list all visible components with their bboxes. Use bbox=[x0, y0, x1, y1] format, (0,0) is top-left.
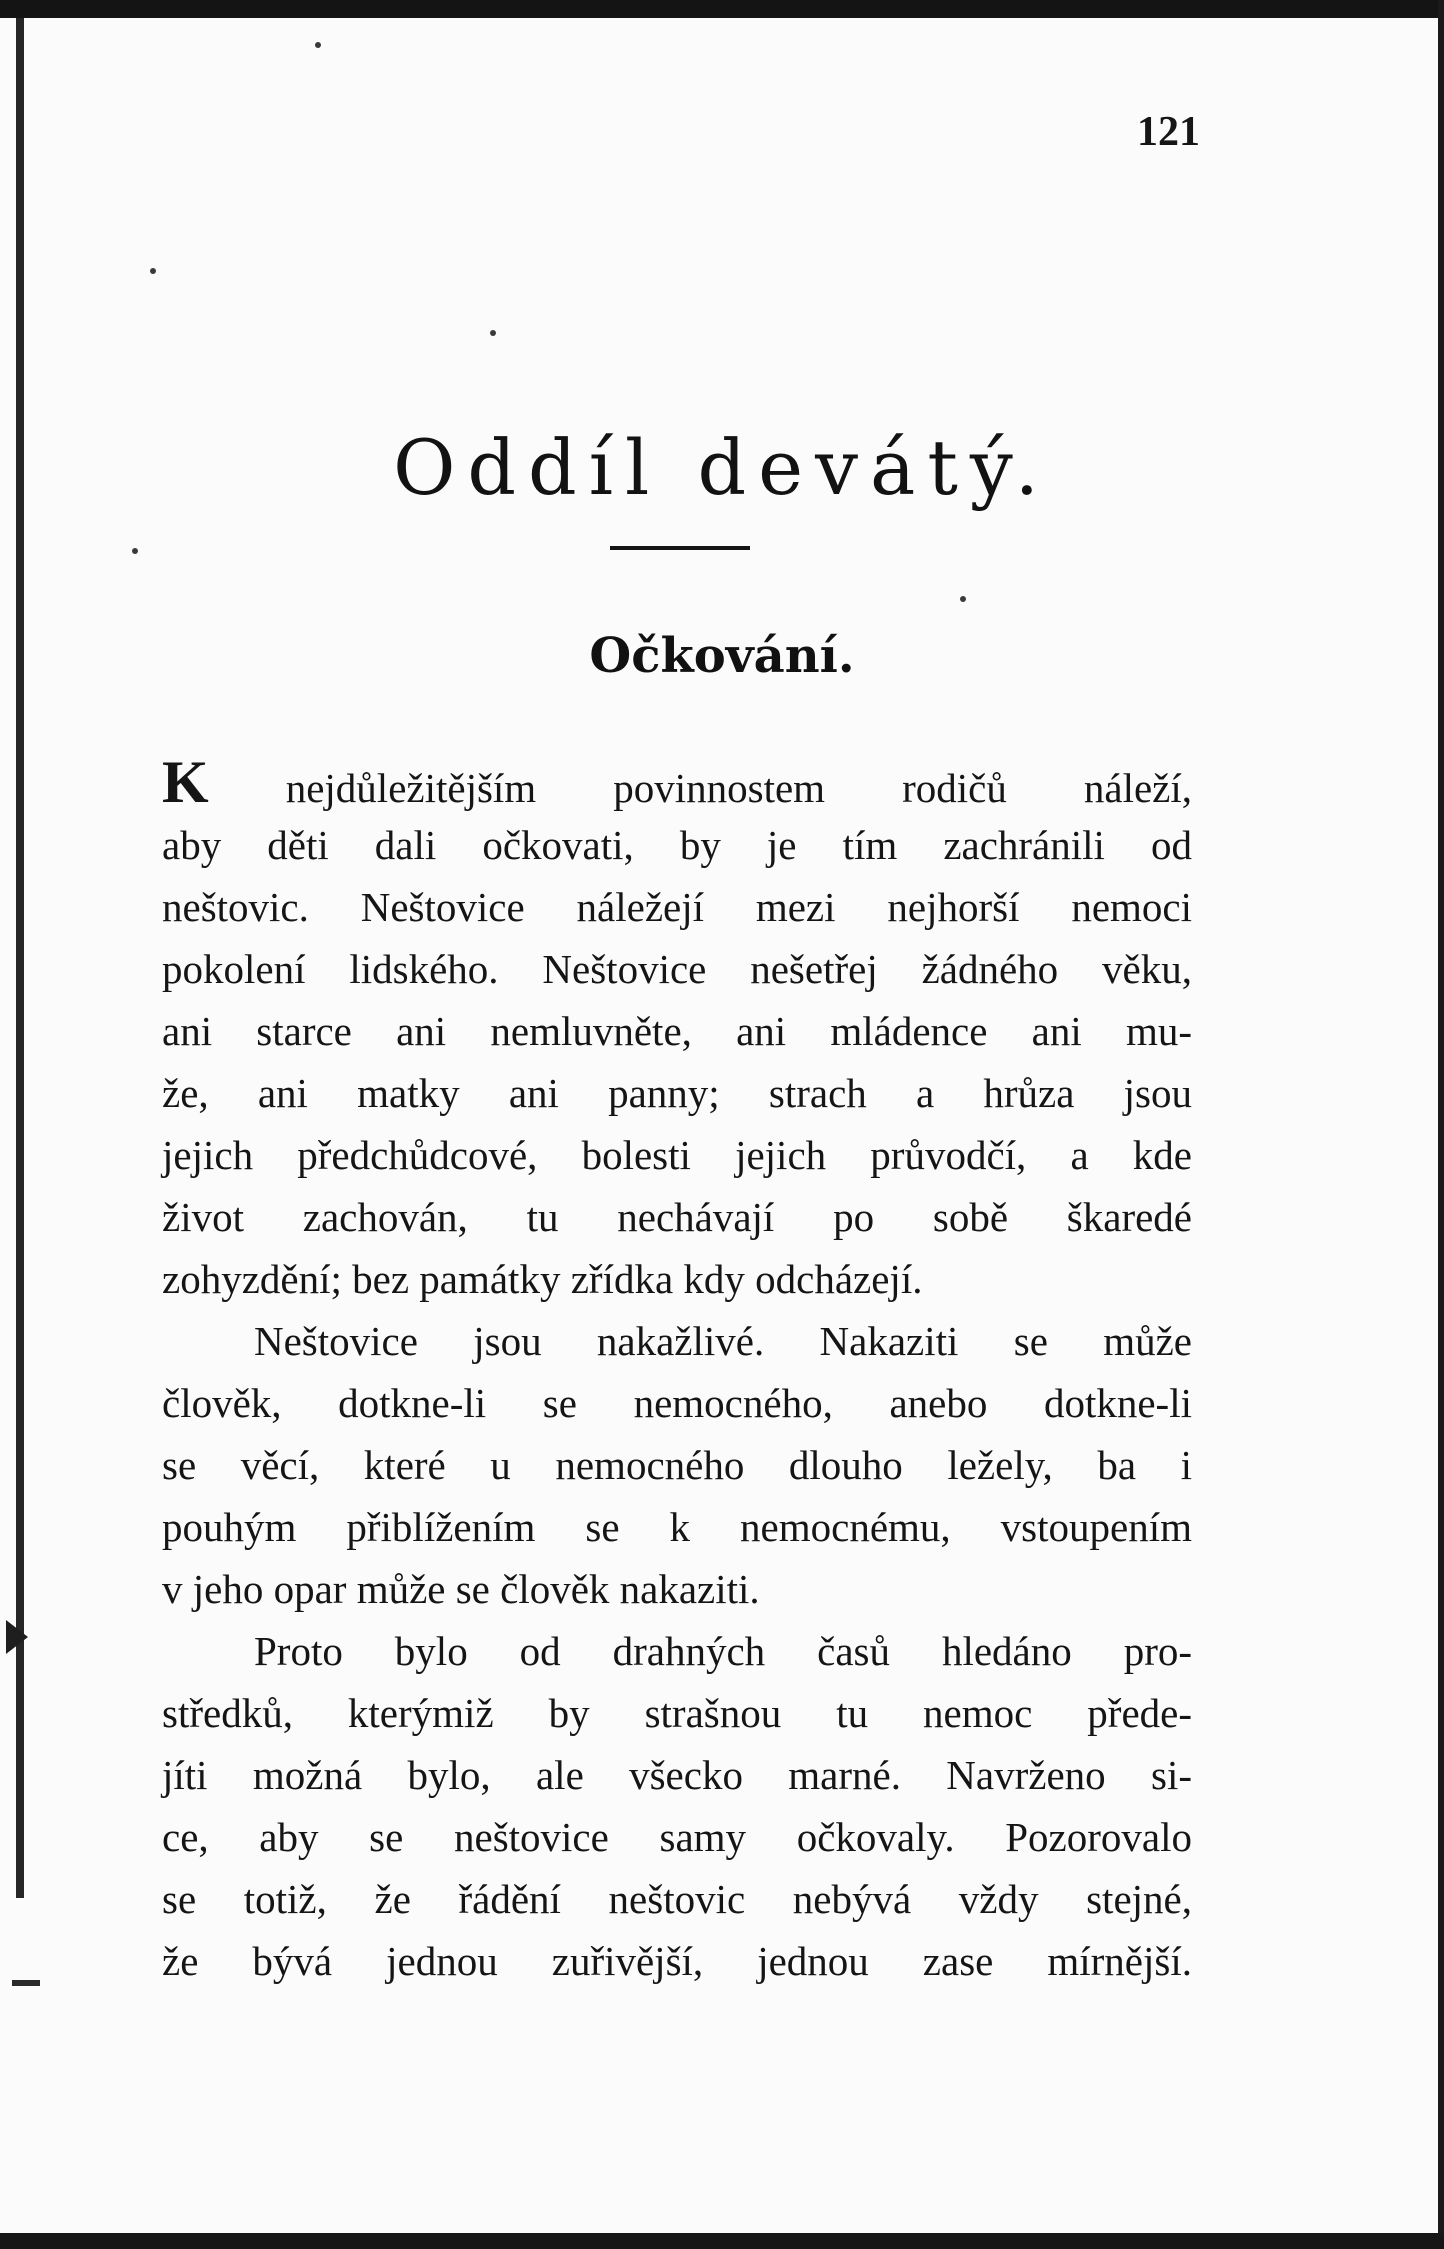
book-spine-edge bbox=[16, 18, 24, 1898]
text-line: život zachován, tu nechávají po sobě škaredé bbox=[162, 1194, 1192, 1240]
scan-speck bbox=[315, 42, 321, 48]
body-text bbox=[162, 749, 1193, 1992]
scan-speck bbox=[490, 330, 496, 336]
text-line: se totiž, že řádění neštovic nebývá vždy stejné, bbox=[162, 1876, 1192, 1922]
scan-border-top bbox=[0, 0, 1444, 18]
scan-border-bottom bbox=[0, 2233, 1444, 2249]
text-line: neštovic. Neštovice náležejí mezi nejhorší nemoci bbox=[162, 884, 1192, 930]
text-line: Proto bylo od drahných časů hledáno pro- bbox=[254, 1628, 1192, 1674]
scan-speck bbox=[960, 596, 966, 602]
scan-speck bbox=[150, 268, 156, 274]
text-line: pouhým přiblížením se k nemocnému, vstoupením bbox=[162, 1504, 1192, 1550]
text-line: v jeho opar může se člověk nakaziti. bbox=[162, 1566, 760, 1612]
text-line: K nejdůležitějším povinnostem rodičů náleží, bbox=[162, 749, 1193, 815]
scan-border-right bbox=[1438, 0, 1444, 2249]
text-line: se věcí, které u nemocného dlouho ležely, ba i bbox=[162, 1442, 1192, 1488]
text-line: že bývá jednou zuřivější, jednou zase mírnější. bbox=[162, 1938, 1192, 1984]
text-line: člověk, dotkne-li se nemocného, anebo dotkne-li bbox=[162, 1380, 1192, 1426]
scan-speck bbox=[132, 548, 138, 554]
page-number: 121 bbox=[1137, 109, 1200, 155]
section-title: Očkování. bbox=[589, 628, 855, 684]
chapter-title: Oddíl devátý. bbox=[393, 423, 1051, 512]
edge-mark bbox=[12, 1980, 40, 1986]
text-line: jíti možná bylo, ale všecko marné. Navrženo si- bbox=[162, 1752, 1192, 1798]
text-line: že, ani matky ani panny; strach a hrůza jsou bbox=[162, 1070, 1192, 1116]
text-line: pokolení lidského. Neštovice nešetřej žádného věku, bbox=[162, 946, 1192, 992]
text-line: středků, kterýmiž by strašnou tu nemoc přede- bbox=[162, 1690, 1192, 1736]
text-line: aby děti dali očkovati, by je tím zachránili od bbox=[162, 822, 1192, 868]
drop-cap: K bbox=[162, 749, 209, 815]
text-line: ce, aby se neštovice samy očkovaly. Pozorovalo bbox=[162, 1814, 1192, 1860]
text-line: Neštovice jsou nakažlivé. Nakaziti se může bbox=[254, 1318, 1192, 1364]
text-line: jejich předchůdcové, bolesti jejich průvodčí, a kde bbox=[162, 1132, 1192, 1178]
title-divider bbox=[610, 546, 750, 550]
text-line: ani starce ani nemluvněte, ani mládence ani mu- bbox=[162, 1008, 1192, 1054]
text-line: zohyzdění; bez památky zřídka kdy odcházejí. bbox=[162, 1256, 923, 1302]
